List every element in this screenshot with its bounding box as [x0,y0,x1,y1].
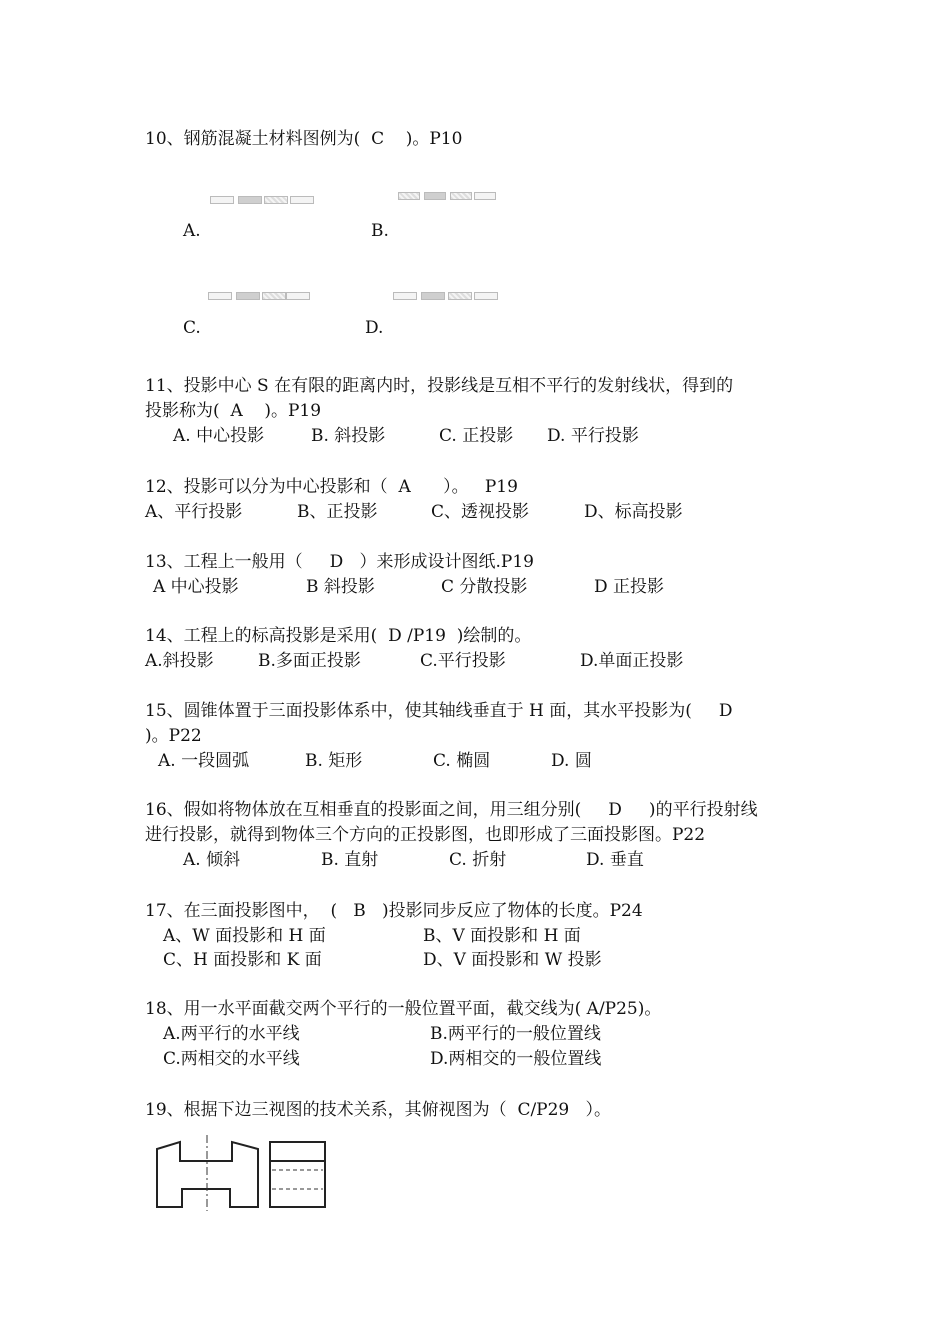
q15-option: B. 矩形 [305,751,363,771]
q14-stem: 14、工程上的标高投影是采用( D /P19 )绘制的。 [145,626,532,646]
q16-stem-line2: 进行投影，就得到物体三个方向的正投影图，也即形成了三面投影图。P22 [145,825,706,845]
q12-stem: 12、投影可以分为中心投影和（ A ）。 P19 [145,477,518,497]
q10-stem: 10、钢筋混凝土材料图例为( C )。P10 [145,129,463,149]
three-view-drawing [150,1135,335,1215]
q15-option: D. 圆 [551,751,592,771]
q18-option: B.两平行的一般位置线 [430,1024,601,1044]
q10-option-b: B. [371,221,389,241]
q16-stem-line1: 16、假如将物体放在互相垂直的投影面之间，用三组分别( D )的平行投射线 [145,800,758,820]
q11-option: C. 正投影 [439,426,514,446]
q14-option: A.斜投影 [145,651,214,671]
q11-option: A. 中心投影 [173,426,265,446]
q17-option: B、V 面投影和 H 面 [423,926,581,946]
q13-option: D 正投影 [594,577,665,597]
q15-stem-line2: )。P22 [145,726,202,746]
q10-option-a: A. [183,221,201,241]
q18-option: D.两相交的一般位置线 [430,1049,602,1069]
q10-option-c: C. [183,318,201,338]
q11-option: D. 平行投影 [547,426,639,446]
q14-option: C.平行投影 [420,651,506,671]
q15-option: A. 一段圆弧 [158,751,250,771]
q11-stem-line2: 投影称为( A )。P19 [145,401,322,421]
q14-option: B.多面正投影 [258,651,361,671]
q16-option: C. 折射 [449,850,507,870]
q19-stem: 19、根据下边三视图的技术关系，其俯视图为（ C/P29 ）。 [145,1100,611,1120]
q16-option: B. 直射 [321,850,379,870]
q13-option: A 中心投影 [153,577,239,597]
q14-option: D.单面正投影 [580,651,684,671]
q12-option: D、标高投影 [584,502,683,522]
q18-option: C.两相交的水平线 [163,1049,300,1069]
side-view [270,1142,325,1207]
q16-option: A. 倾斜 [183,850,241,870]
q17-stem: 17、在三面投影图中， ( B )投影同步反应了物体的长度。P24 [145,901,643,921]
q12-option: C、透视投影 [431,502,530,522]
q11-option: B. 斜投影 [311,426,386,446]
q12-option: B、正投影 [297,502,378,522]
side-view-hidden-lines [272,1170,323,1189]
q15-option: C. 椭圆 [433,751,491,771]
q12-option: A、平行投影 [145,502,243,522]
q10-option-d: D. [365,318,384,338]
q11-stem-line1: 11、投影中心 S 在有限的距离内时，投影线是互相不平行的发射线状，得到的 [145,376,734,396]
q17-option: A、W 面投影和 H 面 [163,926,326,946]
q13-stem: 13、工程上一般用（ D ）来形成设计图纸.P19 [145,552,534,572]
q17-option: D、V 面投影和 W 投影 [423,950,602,970]
q18-option: A.两平行的水平线 [163,1024,300,1044]
q15-stem-line1: 15、圆锥体置于三面投影体系中，使其轴线垂直于 H 面，其水平投影为( D [145,701,733,721]
q13-option: C 分散投影 [441,577,528,597]
q18-stem: 18、用一水平面截交两个平行的一般位置平面，截交线为( A/P25)。 [145,999,662,1019]
q13-option: B 斜投影 [306,577,375,597]
q17-option: C、H 面投影和 K 面 [163,950,322,970]
q16-option: D. 垂直 [586,850,644,870]
